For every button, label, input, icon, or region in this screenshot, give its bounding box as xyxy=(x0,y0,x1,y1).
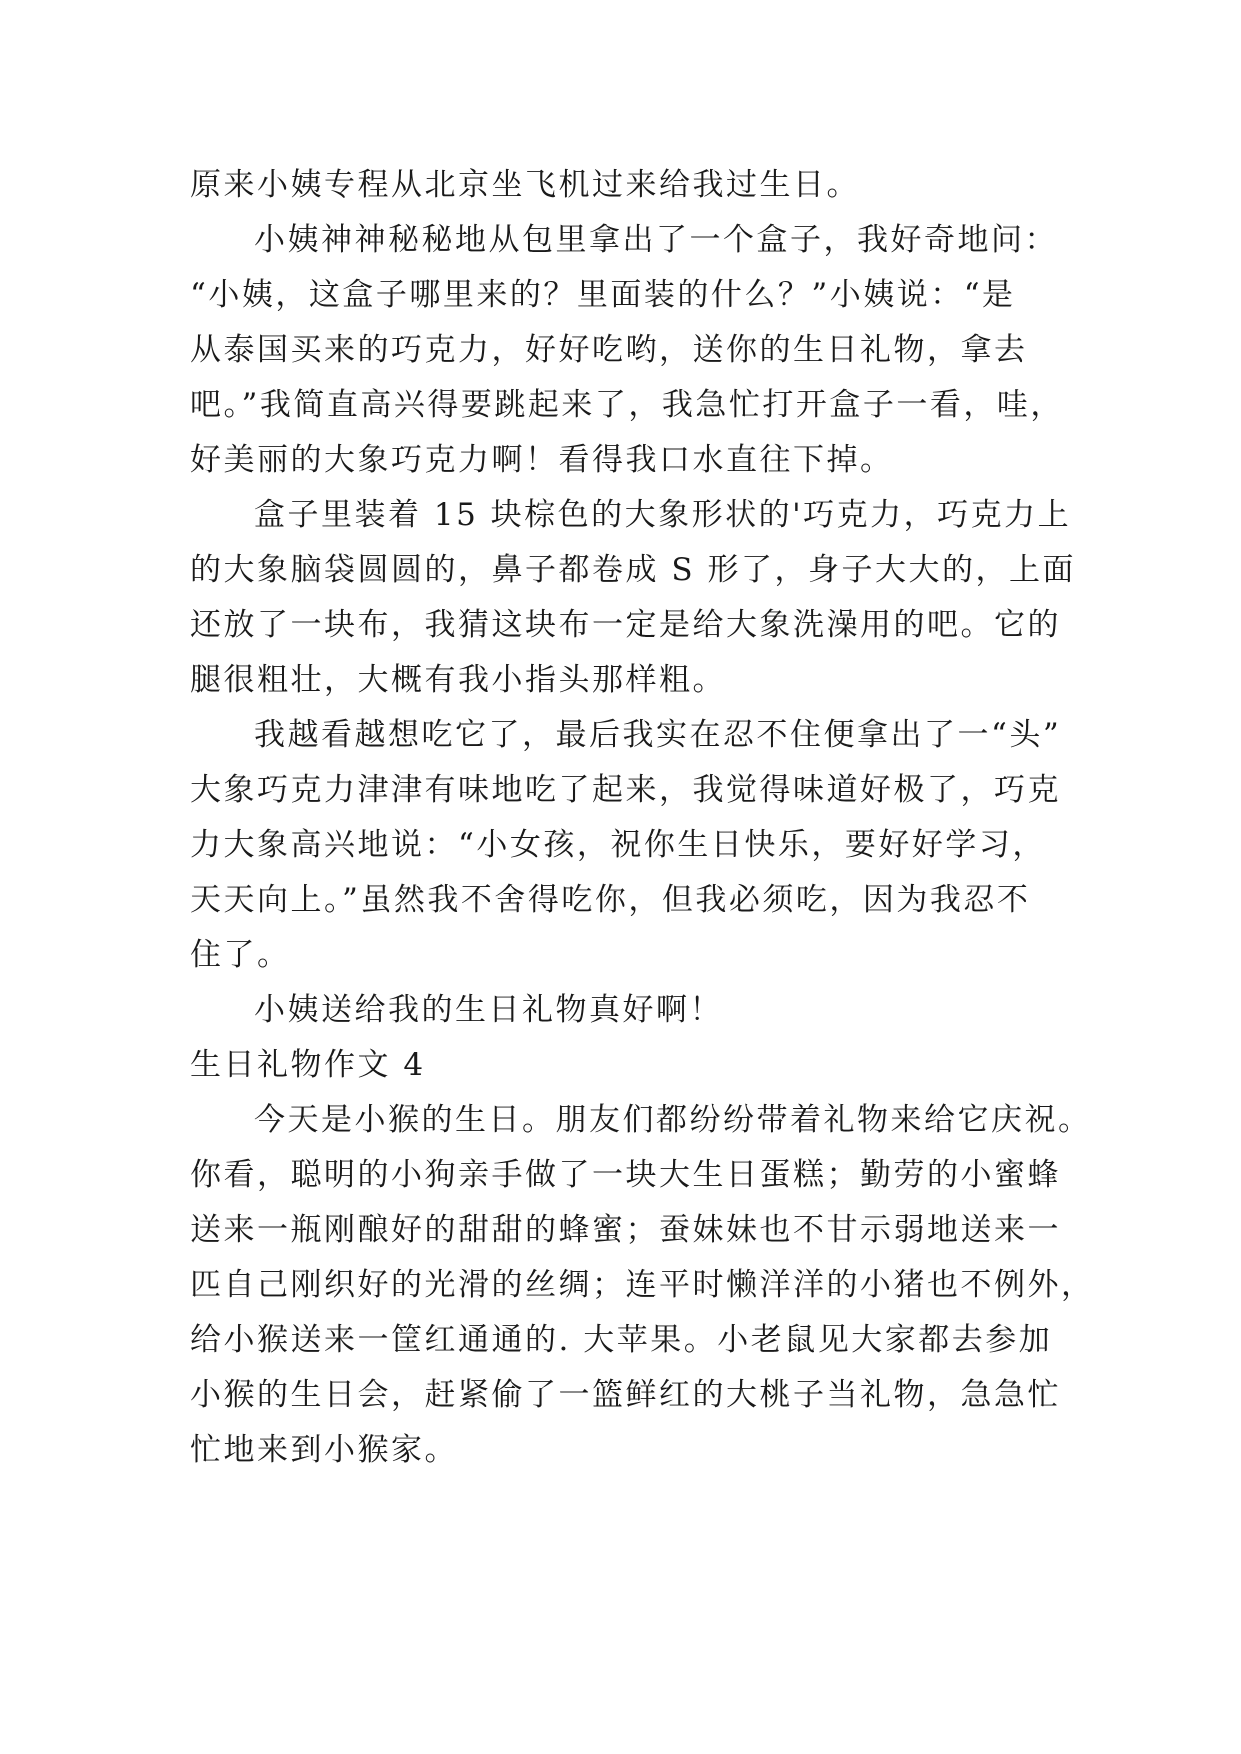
text-line: 原来小姨专程从北京坐飞机过来给我过生日。 xyxy=(190,167,860,203)
text-line: 匹自己刚织好的光滑的丝绸；连平时懒洋洋的小猪也不例外， xyxy=(190,1267,1095,1303)
text-line: 我越看越想吃它了，最后我实在忍不住便拿出了一“头” xyxy=(254,717,1062,753)
text-line: 送来一瓶刚酿好的甜甜的蜂蜜；蚕妹妹也不甘示弱地送来一 xyxy=(190,1212,1061,1248)
text-line: 盒子里装着 15 块棕色的大象形状的'巧克力，巧克力上 xyxy=(254,497,1072,533)
text-line: 小姨神神秘秘地从包里拿出了一个盒子，我好奇地问： xyxy=(254,222,1058,258)
text-line: 你看，聪明的小狗亲手做了一块大生日蛋糕；勤劳的小蜜蜂 xyxy=(190,1157,1061,1193)
text-line: 给小猴送来一筐红通通的. 大苹果。小老鼠见大家都去参加 xyxy=(190,1322,1053,1358)
text-line: 住了。 xyxy=(190,937,291,973)
text-line: 吧。”我简直高兴得要跳起来了，我急忙打开盒子一看，哇， xyxy=(190,387,1064,423)
text-line: 从泰国买来的巧克力，好好吃哟，送你的生日礼物，拿去 xyxy=(190,332,1028,368)
text-line: 好美丽的大象巧克力啊！看得我口水直往下掉。 xyxy=(190,442,894,478)
text-line: 力大象高兴地说：“小女孩，祝你生日快乐，要好好学习， xyxy=(190,827,1046,863)
text-line: 还放了一块布，我猜这块布一定是给大象洗澡用的吧。它的 xyxy=(190,607,1061,643)
text-line: 忙地来到小猴家。 xyxy=(190,1432,458,1468)
text-line: 小姨送给我的生日礼物真好啊！ xyxy=(254,992,723,1028)
text-line: 腿很粗壮，大概有我小指头那样粗。 xyxy=(190,662,726,698)
document-body xyxy=(190,158,1095,1478)
section-heading: 生日礼物作文 4 xyxy=(190,1047,426,1083)
text-line: 今天是小猴的生日。朋友们都纷纷带着礼物来给它庆祝。 xyxy=(254,1102,1092,1138)
text-line: 天天向上。”虽然我不舍得吃你，但我必须吃，因为我忍不 xyxy=(190,882,1031,918)
text-line: “小姨，这盒子哪里来的？里面装的什么？”小姨说：“是 xyxy=(190,277,1016,313)
text-line: 小猴的生日会，赶紧偷了一篮鲜红的大桃子当礼物，急急忙 xyxy=(190,1377,1061,1413)
text-line: 的大象脑袋圆圆的，鼻子都卷成 S 形了，身子大大的，上面 xyxy=(190,552,1076,588)
text-line: 大象巧克力津津有味地吃了起来，我觉得味道好极了，巧克 xyxy=(190,772,1061,808)
